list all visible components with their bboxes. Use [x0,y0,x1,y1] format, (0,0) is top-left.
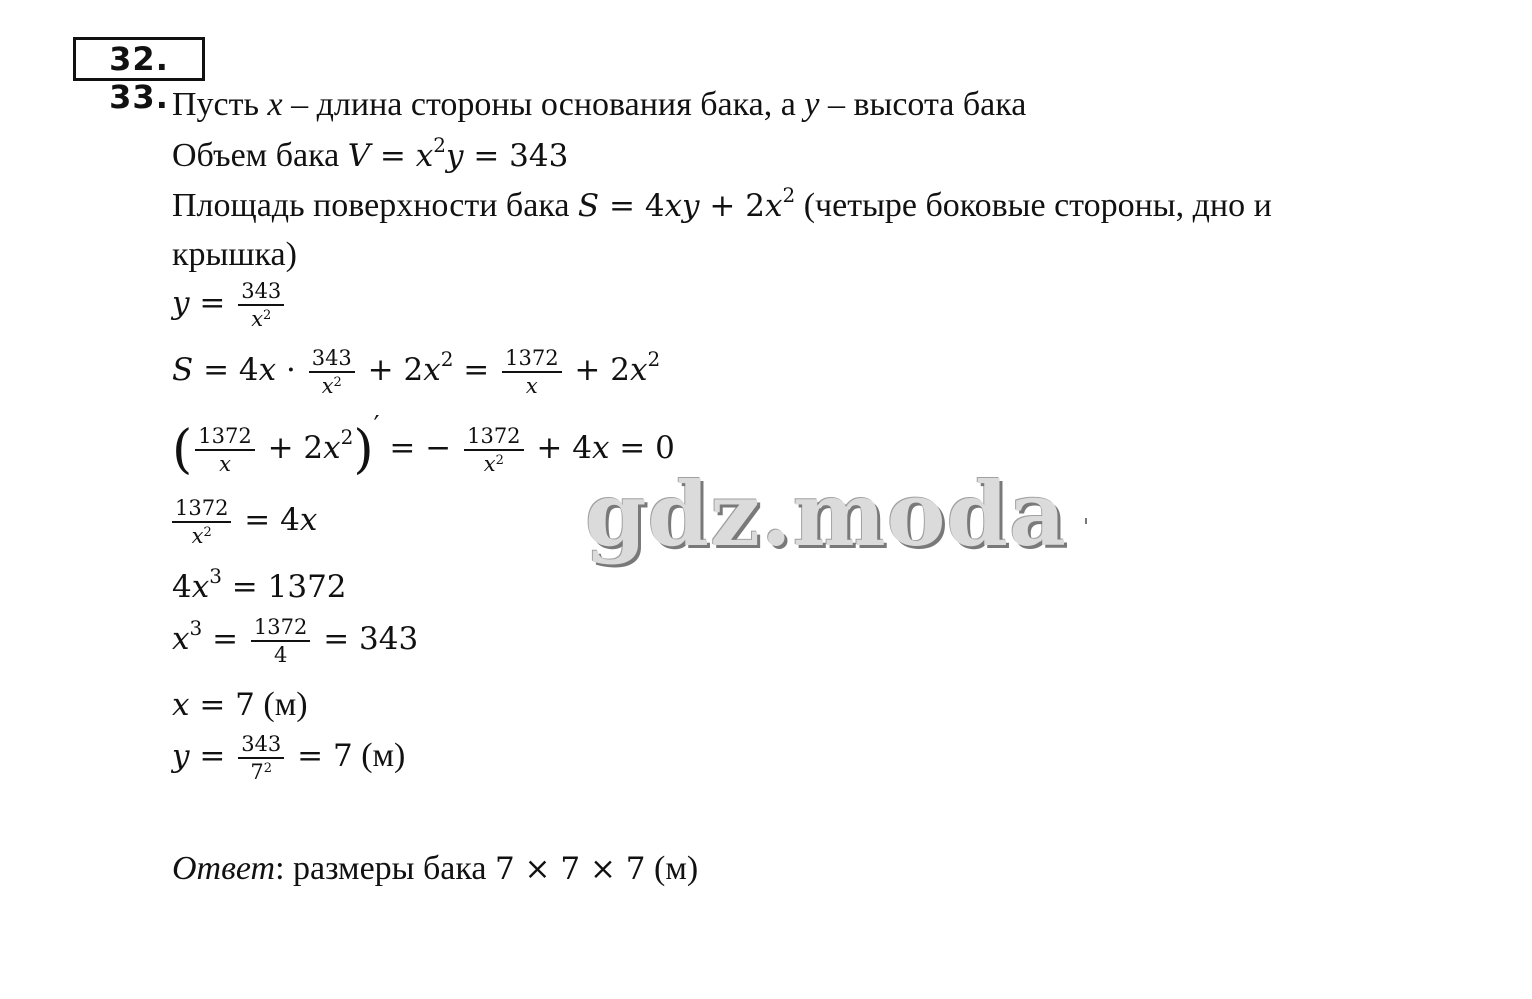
text-line-continuation [172,238,297,272]
math: + 2 [357,351,424,388]
fraction-denominator [238,306,284,331]
math: x [299,501,318,538]
math: = 4 [599,188,665,224]
text-line-definitions [172,88,1026,122]
exponent: 3 [209,564,222,588]
math: 7 × 7 × 7 [494,851,646,887]
fraction [502,346,561,398]
den-var: x [251,307,264,332]
math: = 4 [234,501,300,538]
fraction [309,346,355,398]
math: x [172,687,190,723]
exponent: 2 [647,346,661,371]
math: · [276,351,306,388]
fraction-numerator: 1372 [251,615,310,642]
math: = 7 [287,737,353,774]
text: крышка) [172,236,297,273]
prime-mark: ′ [373,410,380,441]
formula-line-cube [172,564,347,605]
left-paren: ( [172,420,193,481]
formula-line-y [172,279,287,331]
fraction-denominator: x [219,452,231,477]
fraction [195,424,254,476]
problem-number-box: 32. 33. [73,37,205,81]
math: x [591,429,610,466]
text: Пусть [172,86,268,123]
math: y [445,138,464,174]
math: = [370,138,416,174]
math: S [172,351,194,388]
fraction-denominator: 4 [273,643,288,668]
right-paren: ) [353,420,374,481]
formula-line-x-cube [172,615,418,667]
text: (м) [645,850,699,887]
text: (м) [352,736,406,774]
math: + 2 [564,351,630,388]
watermark-logo: gdz.moda [585,462,1068,566]
math: y [172,284,190,321]
text: Объем бака [172,137,348,174]
math: = 0 [609,429,675,466]
math: x [415,138,434,174]
fraction-denominator [238,759,284,784]
var-x: x [267,86,283,123]
math: V [347,138,371,174]
den-exponent: 2 [203,525,212,541]
math: x [323,429,341,466]
math: x [172,620,190,657]
fraction-numerator: 1372 [195,424,254,451]
den-exponent: 2 [263,308,272,324]
text-line-volume [172,133,569,174]
den-exponent: 2 [263,761,273,777]
math: = 7 [189,687,255,723]
math: + 4 [526,429,592,466]
var-y: y [804,86,820,123]
math: 4 [172,569,192,605]
text: (м) [254,686,308,723]
math: = [453,351,500,388]
fraction-numerator: 343 [238,279,284,306]
math: x [258,351,277,388]
fraction [238,732,284,784]
fraction-denominator [309,373,355,398]
math: = 343 [313,620,419,657]
scan-speck [1085,518,1087,524]
math: + 2 [699,188,765,224]
math: = [202,620,248,657]
math: x [191,569,210,605]
fraction-denominator: x [525,374,538,399]
formula-line-x-value [172,688,308,722]
fraction [464,424,523,476]
exponent: 2 [782,183,796,207]
math: = − [379,429,462,466]
exponent: 2 [340,424,354,449]
fraction-numerator: 1372 [502,346,561,373]
fraction-numerator: 1372 [464,424,523,451]
den-var: x [321,374,334,399]
math: + 2 [257,429,324,466]
formula-line-s [172,346,660,398]
den-base: 7 [250,760,264,785]
formula-line-equation [172,496,317,548]
exponent: 3 [189,615,203,640]
text: – длина стороны основания бака, а [282,86,805,123]
answer-label: Ответ [172,850,276,887]
fraction [238,279,284,331]
fraction [172,496,231,548]
math: x [629,351,648,388]
answer-line [172,852,698,886]
fraction-denominator [172,523,231,548]
den-exponent: 2 [333,375,342,391]
text: – высота бака [819,86,1027,123]
math: x [764,188,783,224]
math: x [423,351,441,388]
math: = [189,284,236,321]
math: = 1372 [221,569,347,605]
math: y [172,737,190,774]
fraction-numerator: 343 [238,732,284,759]
fraction-numerator: 1372 [172,496,231,523]
fraction-denominator [464,451,523,476]
math: = 343 [463,138,569,174]
fraction [251,615,310,667]
den-var: x [191,524,204,549]
text: (четыре боковые стороны, дно и [795,187,1272,224]
exponent: 2 [433,133,446,157]
text: Площадь поверхности бака [172,187,578,224]
text-line-surface [172,183,1272,224]
math: = [189,737,236,774]
math: = 4 [193,351,259,388]
exponent: 2 [440,346,454,371]
text: : размеры бака [275,850,495,887]
formula-line-y-value [172,732,405,784]
den-exponent: 2 [495,453,504,469]
den-var: x [483,452,496,477]
math: S [577,188,600,224]
math: xy [664,188,700,224]
fraction-numerator: 343 [309,346,355,373]
